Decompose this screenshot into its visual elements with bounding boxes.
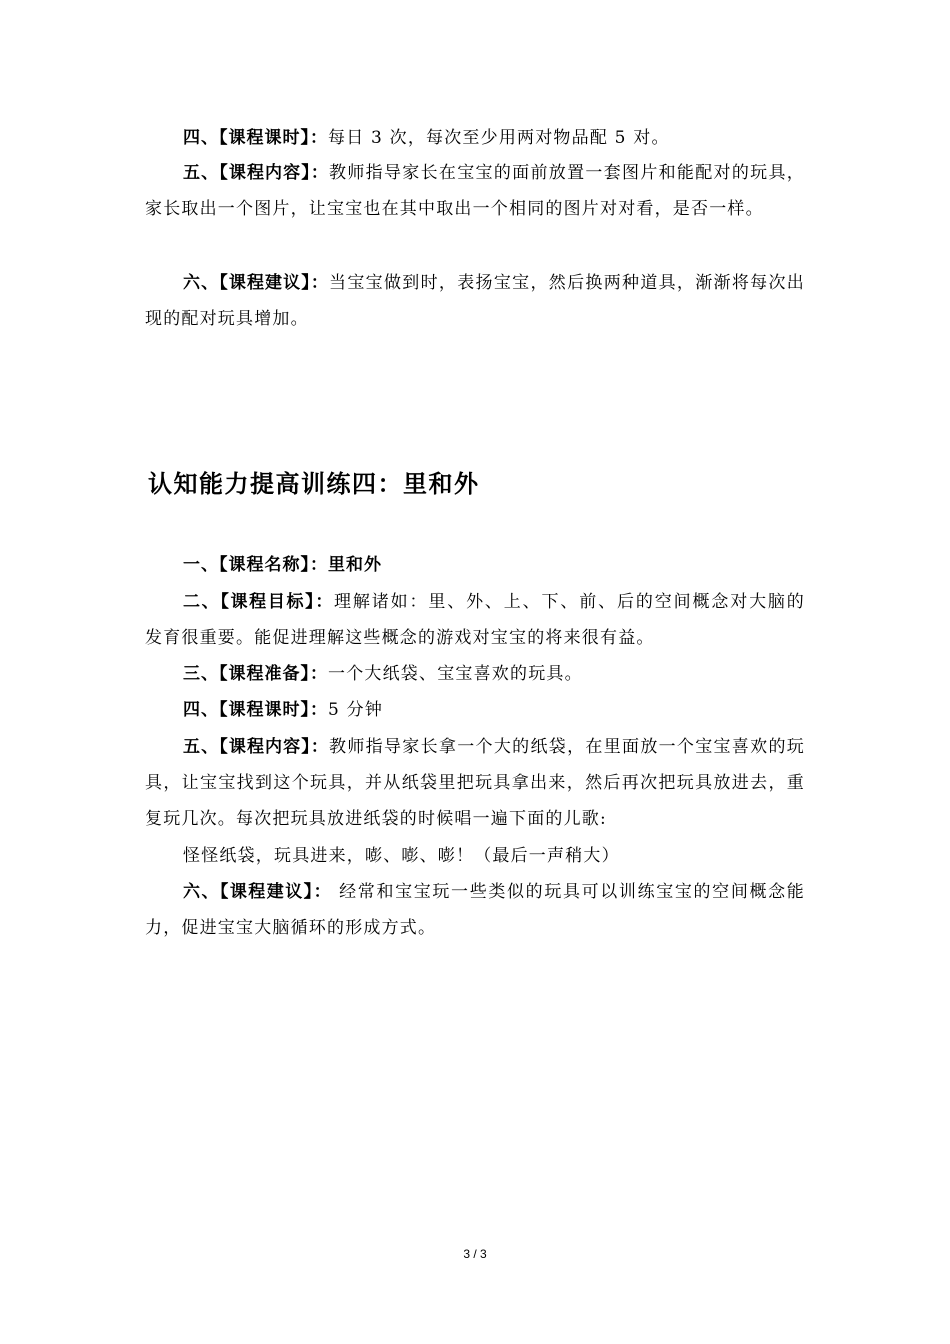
course-name-paragraph bbox=[145, 547, 805, 583]
course-suggestion-text: 经常和宝宝玩一些类似的玩具可以训练宝宝的空间概念能力，促进宝宝大脑循环的形成方式。 bbox=[145, 882, 805, 938]
course-hours-text: 5 分钟 bbox=[328, 700, 384, 720]
prev-hours-text: 每日 3 次，每次至少用两对物品配 5 对。 bbox=[328, 128, 670, 148]
prev-hours-paragraph bbox=[145, 120, 805, 156]
section-title: 认知能力提高训练四：里和外 bbox=[148, 470, 480, 498]
song-line: 怪怪纸袋，玩具进来，嘭、嘭、嘭！（最后一声稍大） bbox=[183, 846, 620, 866]
course-suggestion-paragraph bbox=[145, 874, 805, 946]
course-content-text: 教师指导家长拿一个大的纸袋，在里面放一个宝宝喜欢的玩具，让宝宝找到这个玩具，并从纸袋里把玩具拿出来，然后再次把玩具放进去，重复玩几次。每次把玩具放进纸袋的时候唱一遍下面的儿歌: bbox=[145, 737, 806, 829]
course-name-text: 里和外 bbox=[328, 555, 382, 575]
prev-content-paragraph bbox=[145, 155, 805, 227]
course-content-paragraph bbox=[145, 729, 805, 837]
course-prep-label: 三、【课程准备】： bbox=[183, 664, 328, 684]
course-prep-text: 一个大纸袋、宝宝喜欢的玩具。 bbox=[328, 664, 583, 684]
course-goal-label: 二、【课程目标】： bbox=[183, 592, 334, 612]
page-number: 3 / 3 bbox=[463, 1247, 487, 1261]
prev-suggestion-label: 六、【课程建议】： bbox=[183, 273, 330, 293]
course-name-label: 一、【课程名称】： bbox=[183, 555, 328, 575]
prev-content-text: 教师指导家长在宝宝的面前放置一套图片和能配对的玩具，家长取出一个图片，让宝宝也在其中取出一个相同的图片对对看，是否一样。 bbox=[145, 163, 806, 219]
course-hours-paragraph bbox=[145, 692, 805, 728]
course-content-label: 五、【课程内容】： bbox=[183, 737, 330, 757]
course-hours-label: 四、【课程课时】： bbox=[183, 700, 328, 720]
course-goal-text: 理解诸如：里、外、上、下、前、后的空间概念对大脑的 发育很重要。能促进理解这些概念的游戏对宝宝的将来很有益。 bbox=[145, 592, 805, 648]
prev-content-label: 五、【课程内容】： bbox=[183, 163, 330, 183]
course-goal-paragraph bbox=[145, 584, 805, 656]
prev-hours-label: 四、【课程课时】： bbox=[183, 128, 328, 148]
prev-suggestion-text: 当宝宝做到时，表扬宝宝，然后换两种道具，渐渐将每次出现的配对玩具增加。 bbox=[145, 273, 806, 329]
course-prep-paragraph bbox=[145, 656, 805, 692]
prev-suggestion-paragraph bbox=[145, 265, 805, 337]
course-suggestion-label: 六、【课程建议】： bbox=[183, 882, 333, 902]
